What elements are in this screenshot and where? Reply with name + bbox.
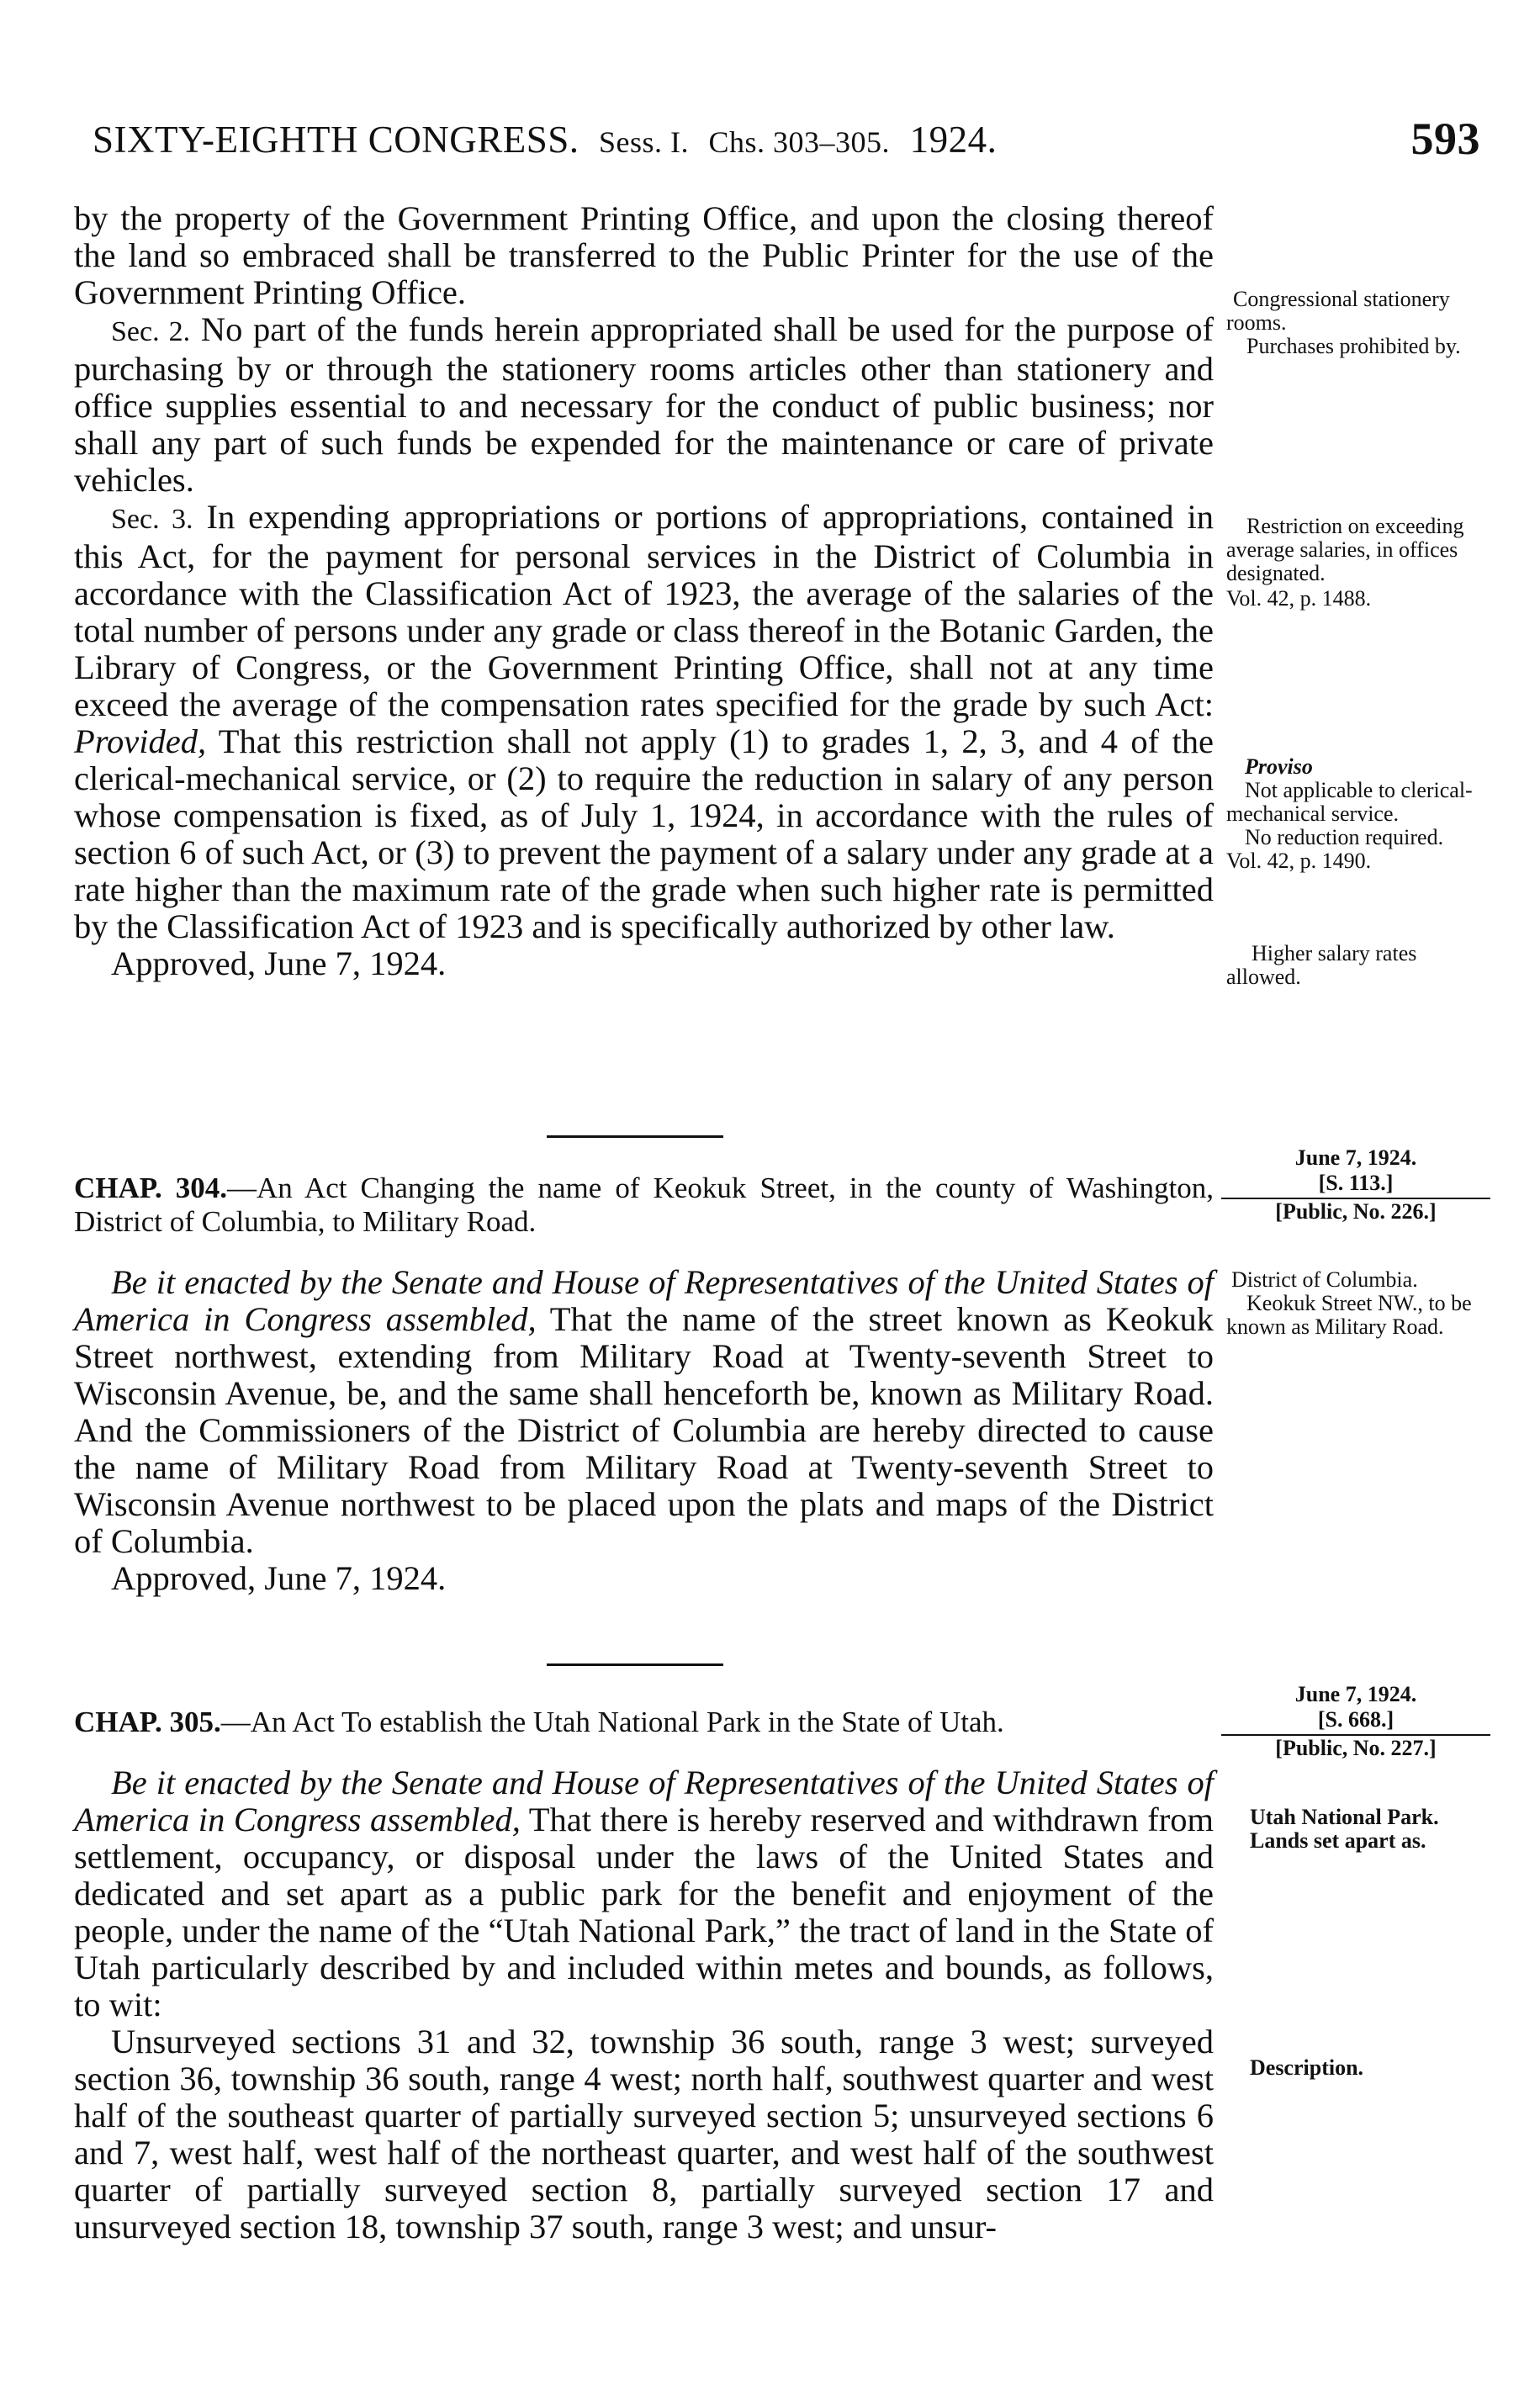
chap-305-date: June 7, 1924. bbox=[1294, 1682, 1417, 1706]
margin-note-dc-heading: District of Columbia. bbox=[1231, 1267, 1418, 1292]
chap-303-continuation: by the property of the Government Printing Office, and upon the closing thereof the land so embraced shall be transferred to the Public Printer for the use of the Government Printing Office. bbox=[74, 199, 1214, 311]
chap-305-label: CHAP. 305. bbox=[74, 1706, 221, 1738]
section-2-text: No part of the funds herein appropriated shall be used for the purpose of purchasing by or through the stationery rooms articles other than stationery and office supplies essential to and necessary for the conduct of public business; nor shall any part of such funds be expended for the maintenance or care of private vehicles. bbox=[74, 310, 1215, 499]
running-head-chapters: Chs. 303–305. bbox=[708, 125, 891, 159]
page-number: 593 bbox=[1410, 114, 1480, 164]
margin-note-no-reduction: No reduction required. bbox=[1245, 825, 1444, 849]
margin-note-utah-park bbox=[1226, 1806, 1495, 1853]
chap-304-approved: Approved, June 7, 1924. bbox=[111, 1559, 447, 1597]
running-head bbox=[93, 118, 997, 161]
chap-304-text bbox=[74, 1172, 1214, 1597]
margin-note-proviso bbox=[1226, 755, 1495, 873]
proviso-word: Provided, bbox=[74, 722, 207, 760]
chap-304-enacting-clause: Be it enacted by the Senate and House of Representatives of the United States of America in Congress assembled, bbox=[74, 1263, 1214, 1338]
running-head-session: Sess. I. bbox=[599, 125, 690, 159]
section-divider-rule bbox=[547, 1135, 723, 1138]
chap-305-title bbox=[74, 1706, 1214, 1739]
margin-note-proviso-heading: Proviso bbox=[1245, 754, 1313, 779]
chap-305-enacting-clause: Be it enacted by the Senate and House of Representatives of the United States of America in Congress assembled, bbox=[74, 1764, 1214, 1838]
margin-note-stationery-heading: Congressional stationery rooms. bbox=[1226, 287, 1450, 335]
chap-304-date-block bbox=[1230, 1145, 1482, 1224]
chap-305-description: Unsurveyed sections 31 and 32, township 36 south, range 3 west; surveyed section 36, township 36 south, range 4 west; north half, southwest quarter and west half of the southeast quarter of partially surveyed section 5; unsurveyed sections 6 and 7, west half, west half of the northeast quarter, and west half of the southwest quarter of partially surveyed section 8, partially surveyed section 17 and unsurveyed section 18, township 37 south, range 3 west; and unsur- bbox=[74, 2023, 1214, 2245]
section-3 bbox=[74, 499, 1214, 945]
section-2-label: Sec. 2. bbox=[111, 316, 191, 347]
chap-304-public-number: [Public, No. 226.] bbox=[1275, 1199, 1437, 1224]
margin-note-higher-salary bbox=[1226, 942, 1495, 989]
running-header bbox=[93, 114, 1480, 177]
chap-305-public-number: [Public, No. 227.] bbox=[1275, 1736, 1437, 1760]
margin-note-restriction-text: Restriction on exceeding average salaries, in offices designated. bbox=[1226, 514, 1464, 585]
chap-304-label: CHAP. 304. bbox=[74, 1172, 228, 1204]
chap-304-body-text: That the name of the street known as Keokuk Street northwest, extending from Military Road at Twenty-seventh Street to Wisconsin Avenue, be, and the same shall henceforth be, known as Military Road. And the Commissioners of the District of Columbia are hereby directed to cause the name of Military Road from Military Road at Twenty-seventh Street to Wisconsin Avenue northwest to be placed upon the plats and maps of the District of Columbia. bbox=[74, 1300, 1214, 1560]
chap-305-date-block bbox=[1230, 1682, 1482, 1761]
chap-305-body-text: That there is hereby reserved and withdrawn from settlement, occupancy, or disposal under the laws of the United States and dedicated and set apart as a public park for the benefit and enjoyment of the people, under the name of the “Utah National Park,” the tract of land in the State of Utah particularly described by and included within metes and bounds, as follows, to wit: bbox=[74, 1801, 1214, 2023]
margin-note-stationery bbox=[1226, 288, 1495, 358]
margin-note-purchases: Purchases prohibited by. bbox=[1246, 334, 1461, 358]
running-head-congress: SIXTY-EIGHTH CONGRESS. bbox=[93, 119, 579, 161]
margin-note-keokuk-street: Keokuk Street NW., to be known as Military Road. bbox=[1226, 1291, 1472, 1339]
chap-305-body bbox=[74, 1764, 1214, 2023]
chap-305-text bbox=[74, 1706, 1214, 2245]
section-divider-rule bbox=[547, 1663, 723, 1666]
chap-304-body bbox=[74, 1264, 1214, 1560]
chap-304-bill-number: [S. 113.] bbox=[1221, 1171, 1490, 1199]
section-3-label: Sec. 3. bbox=[111, 504, 193, 535]
margin-note-vol42-1490: Vol. 42, p. 1490. bbox=[1226, 849, 1372, 873]
chap-304-title bbox=[74, 1172, 1214, 1239]
margin-note-district-of-columbia bbox=[1226, 1268, 1495, 1339]
chap-305-title-text: —An Act To establish the Utah National Park in the State of Utah. bbox=[220, 1706, 1004, 1738]
section-2 bbox=[74, 311, 1214, 499]
running-head-year: 1924. bbox=[909, 119, 998, 161]
chap-304-date: June 7, 1924. bbox=[1294, 1145, 1417, 1170]
margin-note-restriction bbox=[1226, 515, 1495, 611]
margin-note-description: Description. bbox=[1250, 2055, 1364, 2080]
margin-note-vol42-1488: Vol. 42, p. 1488. bbox=[1226, 586, 1372, 611]
chap-305-bill-number: [S. 668.] bbox=[1221, 1707, 1490, 1736]
margin-note-lands-set-apart: Lands set apart as. bbox=[1250, 1828, 1426, 1853]
margin-note-not-applicable: Not applicable to clerical-mechanical service. bbox=[1226, 778, 1473, 826]
chap-303-text bbox=[74, 200, 1214, 982]
chap-303-approved: Approved, June 7, 1924. bbox=[111, 944, 447, 982]
chap-304-title-text: —An Act Changing the name of Keokuk Street, in the county of Washington, District of Columbia, to Military Road. bbox=[74, 1172, 1214, 1238]
section-3-text-a: In expending appropriations or portions of appropriations, contained in this Act, for the payment for personal services in the District of Columbia in accordance with the Classification Act of 1923, the average of the salaries of the total number of persons under any grade or class thereof in the Botanic Garden, the Library of Congress, or the Government Printing Office, shall not at any time exceed the average of the compensation rates specified for the grade by such Act: bbox=[74, 498, 1214, 723]
section-3-text-b: That this restriction shall not apply (1) to grades 1, 2, 3, and 4 of the clerical-mechanical service, or (2) to require the reduction in salary of any person whose compensation is fixed, as of July 1, 1924, in accordance with the rules of section 6 of such Act, or (3) to prevent the payment of a salary under any grade at a rate higher than the maximum rate of the grade when such higher rate is permitted by the Classification Act of 1923 and is specifically authorized by other law. bbox=[74, 722, 1214, 945]
margin-note-higher-salary-text: Higher salary rates allowed. bbox=[1226, 941, 1417, 989]
margin-note-utah-heading: Utah National Park. bbox=[1250, 1805, 1439, 1829]
